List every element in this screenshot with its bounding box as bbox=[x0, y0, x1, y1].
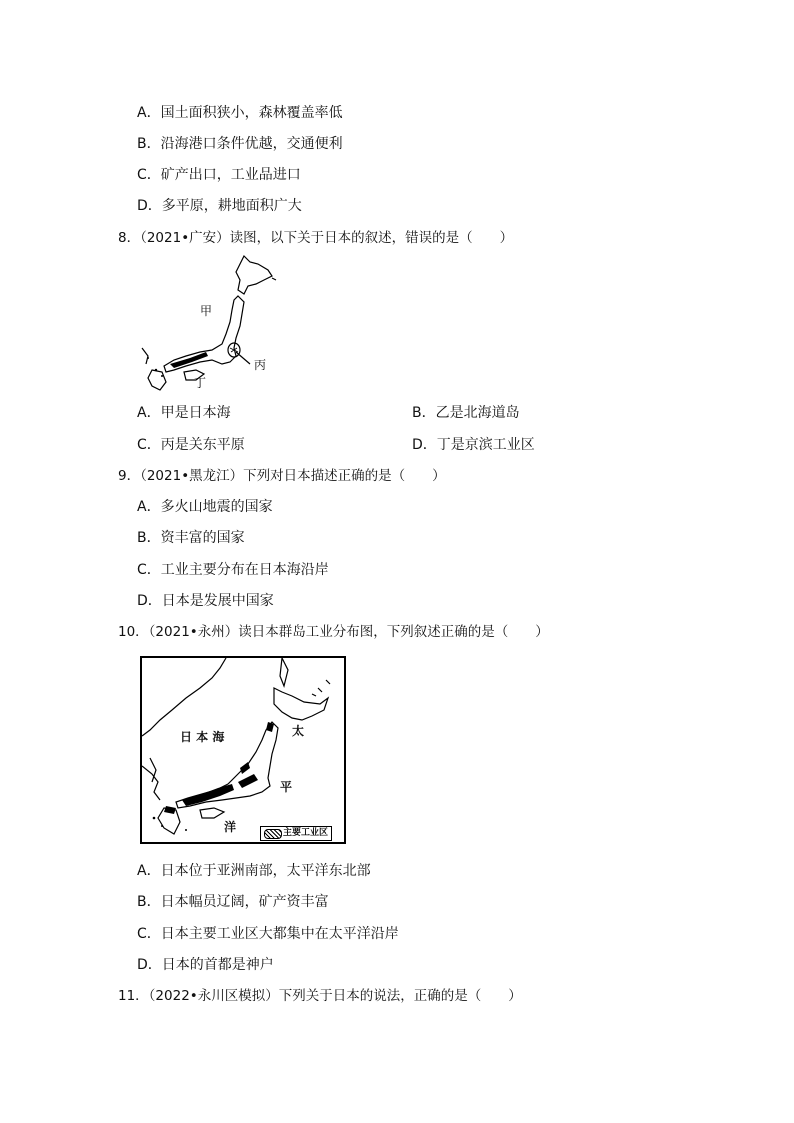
q8-label-jia: 甲 bbox=[200, 304, 213, 318]
q10-option-a: A．日本位于亚洲南部，太平洋东北部 bbox=[137, 863, 371, 879]
q10-option-b: B．日本幅员辽阔，矿产资丰富 bbox=[137, 894, 329, 910]
q8-label-ding: 丁 bbox=[194, 376, 207, 390]
q10-option-d: D．日本的首都是神户 bbox=[137, 957, 274, 973]
q10-label-yang: 洋 bbox=[224, 820, 237, 834]
q7-option-b: B．沿海港口条件优越，交通便利 bbox=[137, 136, 343, 152]
q9-option-d: D．日本是发展中国家 bbox=[137, 593, 274, 609]
q8-map-drawing bbox=[140, 252, 280, 394]
q10-stem: 10．（2021•永州）读日本群岛工业分布图，下列叙述正确的是（ ） bbox=[118, 624, 549, 640]
q10-option-c: C．日本主要工业区大都集中在太平洋沿岸 bbox=[137, 926, 399, 942]
q8-stem: 8．（2021•广安）读图，以下关于日本的叙述，错误的是（ ） bbox=[118, 230, 514, 246]
q8-option-c: C．丙是关东平原 bbox=[137, 437, 245, 453]
q10-legend-label: 主要工业区 bbox=[283, 828, 329, 838]
q9-option-a: A．多火山地震的国家 bbox=[137, 499, 273, 515]
q10-map-drawing bbox=[142, 658, 344, 842]
q10-label-ping: 平 bbox=[280, 780, 293, 794]
q7-option-d: D．多平原，耕地面积广大 bbox=[137, 198, 302, 214]
q10-label-sea-of-japan: 日 本 海 bbox=[180, 730, 225, 744]
q7-option-a: A．国土面积狭小，森林覆盖率低 bbox=[137, 105, 343, 121]
q7-option-c: C．矿产出口，工业品进口 bbox=[137, 167, 301, 183]
q8-option-a: A．甲是日本海 bbox=[137, 405, 231, 421]
q9-option-c: C．工业主要分布在日本海沿岸 bbox=[137, 562, 329, 578]
q8-option-b: B．乙是北海道岛 bbox=[412, 405, 520, 421]
q8-option-d: D．丁是京滨工业区 bbox=[412, 437, 535, 453]
q9-option-b: B．资丰富的国家 bbox=[137, 530, 245, 546]
q10-label-tai: 太 bbox=[292, 724, 305, 738]
q10-japan-industry-map bbox=[140, 656, 346, 844]
q8-label-bing: 丙 bbox=[254, 358, 267, 372]
q11-stem: 11．（2022•永川区模拟）下列关于日本的说法，正确的是（ ） bbox=[118, 988, 522, 1004]
q10-map-legend bbox=[260, 826, 332, 841]
q9-stem: 9．（2021•黑龙江）下列对日本描述正确的是（ ） bbox=[118, 468, 446, 484]
q8-japan-map bbox=[140, 252, 280, 394]
industrial-zone-swatch-icon bbox=[264, 829, 282, 839]
